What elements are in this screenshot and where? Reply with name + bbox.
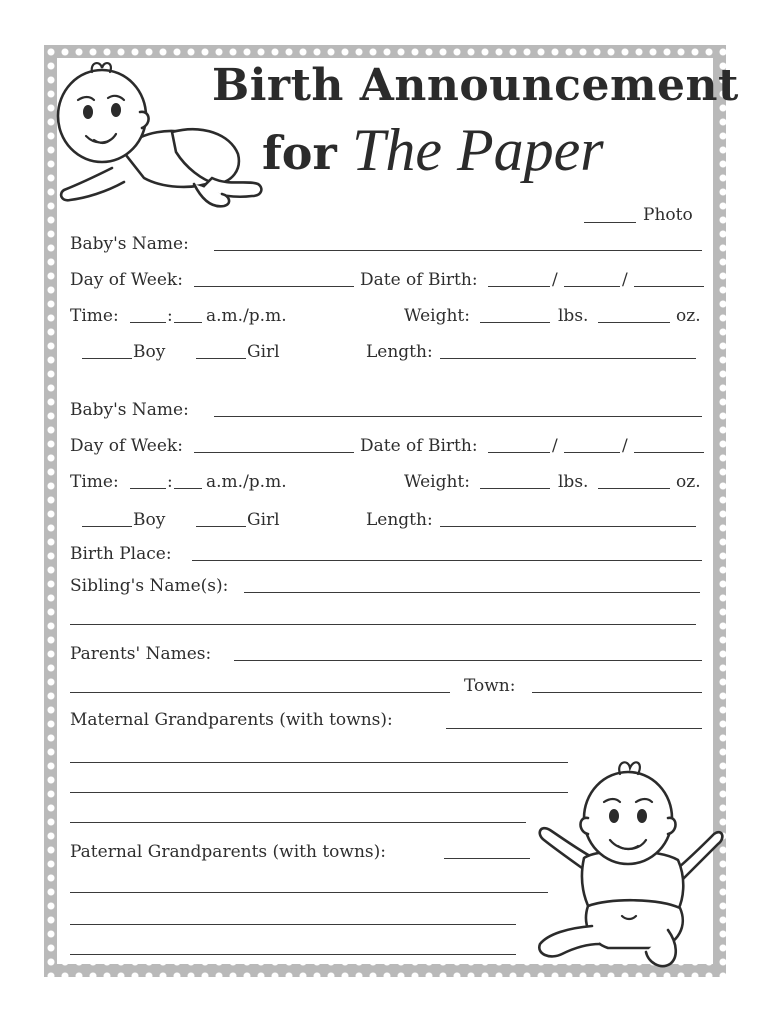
title-for-word: for xyxy=(262,126,337,180)
baby1-dob-slash-1: / xyxy=(552,270,558,290)
baby1-day-field[interactable] xyxy=(194,286,354,287)
baby2-lbs-label: lbs. xyxy=(558,472,589,492)
baby1-name-label: Baby's Name: xyxy=(70,234,189,254)
title-the-paper: The Paper xyxy=(352,117,604,183)
baby2-length-field[interactable] xyxy=(440,526,696,527)
baby1-length-label: Length: xyxy=(366,342,433,362)
siblings-label: Sibling's Name(s): xyxy=(70,576,229,596)
maternal-field-1[interactable] xyxy=(446,728,702,729)
baby1-weight-oz-field[interactable] xyxy=(598,322,670,323)
maternal-label: Maternal Grandparents (with towns): xyxy=(70,710,393,730)
baby1-girl-label: Girl xyxy=(247,342,280,362)
photo-label: Photo xyxy=(643,205,693,225)
baby2-dob-day-field[interactable] xyxy=(564,452,620,453)
baby1-time-minute-field[interactable] xyxy=(174,322,202,323)
baby2-weight-label: Weight: xyxy=(404,472,470,492)
baby1-time-colon: : xyxy=(167,306,173,326)
maternal-field-2[interactable] xyxy=(70,762,568,763)
baby2-day-field[interactable] xyxy=(194,452,354,453)
town-label: Town: xyxy=(464,676,516,696)
baby2-length-label: Length: xyxy=(366,510,433,530)
baby1-day-label: Day of Week: xyxy=(70,270,183,290)
baby1-dob-slash-2: / xyxy=(622,270,628,290)
paternal-field-4[interactable] xyxy=(70,954,516,955)
siblings-field-2[interactable] xyxy=(70,624,696,625)
paternal-field-2[interactable] xyxy=(70,892,548,893)
baby1-time-label: Time: xyxy=(70,306,119,326)
baby2-girl-field[interactable] xyxy=(196,526,246,527)
baby1-name-field[interactable] xyxy=(214,250,702,251)
town-field[interactable] xyxy=(532,692,702,693)
baby1-dob-month-field[interactable] xyxy=(488,286,550,287)
maternal-field-3[interactable] xyxy=(70,792,568,793)
paternal-field-1[interactable] xyxy=(444,858,530,859)
baby1-oz-label: oz. xyxy=(676,306,701,326)
baby1-dob-label: Date of Birth: xyxy=(360,270,478,290)
baby2-time-colon: : xyxy=(167,472,173,492)
baby2-dob-label: Date of Birth: xyxy=(360,436,478,456)
baby1-weight-label: Weight: xyxy=(404,306,470,326)
paternal-field-3[interactable] xyxy=(70,924,516,925)
page-title: Birth Announcement xyxy=(212,60,739,111)
baby1-boy-label: Boy xyxy=(133,342,166,362)
parents-field-2[interactable] xyxy=(70,692,450,693)
baby2-girl-label: Girl xyxy=(247,510,280,530)
baby1-dob-year-field[interactable] xyxy=(634,286,704,287)
baby1-boy-field[interactable] xyxy=(82,358,132,359)
baby2-day-label: Day of Week: xyxy=(70,436,183,456)
baby2-name-label: Baby's Name: xyxy=(70,400,189,420)
baby2-dob-slash-1: / xyxy=(552,436,558,456)
baby2-dob-year-field[interactable] xyxy=(634,452,704,453)
parents-field-1[interactable] xyxy=(234,660,702,661)
baby2-time-minute-field[interactable] xyxy=(174,488,202,489)
baby2-time-hour-field[interactable] xyxy=(130,488,166,489)
baby2-oz-label: oz. xyxy=(676,472,701,492)
baby1-ampm-label: a.m./p.m. xyxy=(206,306,287,326)
photo-field[interactable] xyxy=(584,222,636,223)
baby1-dob-day-field[interactable] xyxy=(564,286,620,287)
baby2-boy-field[interactable] xyxy=(82,526,132,527)
baby2-time-label: Time: xyxy=(70,472,119,492)
parents-label: Parents' Names: xyxy=(70,644,212,664)
baby2-weight-lbs-field[interactable] xyxy=(480,488,550,489)
sitting-baby-illustration xyxy=(528,748,726,970)
baby1-time-hour-field[interactable] xyxy=(130,322,166,323)
baby1-girl-field[interactable] xyxy=(196,358,246,359)
baby1-lbs-label: lbs. xyxy=(558,306,589,326)
baby2-name-field[interactable] xyxy=(214,416,702,417)
maternal-field-4[interactable] xyxy=(70,822,526,823)
birth-place-field[interactable] xyxy=(192,560,702,561)
paternal-label: Paternal Grandparents (with towns): xyxy=(70,842,386,862)
baby1-length-field[interactable] xyxy=(440,358,696,359)
siblings-field-1[interactable] xyxy=(244,592,700,593)
birth-place-label: Birth Place: xyxy=(70,544,172,564)
baby2-dob-slash-2: / xyxy=(622,436,628,456)
baby2-weight-oz-field[interactable] xyxy=(598,488,670,489)
baby1-weight-lbs-field[interactable] xyxy=(480,322,550,323)
baby2-ampm-label: a.m./p.m. xyxy=(206,472,287,492)
baby2-boy-label: Boy xyxy=(133,510,166,530)
baby2-dob-month-field[interactable] xyxy=(488,452,550,453)
